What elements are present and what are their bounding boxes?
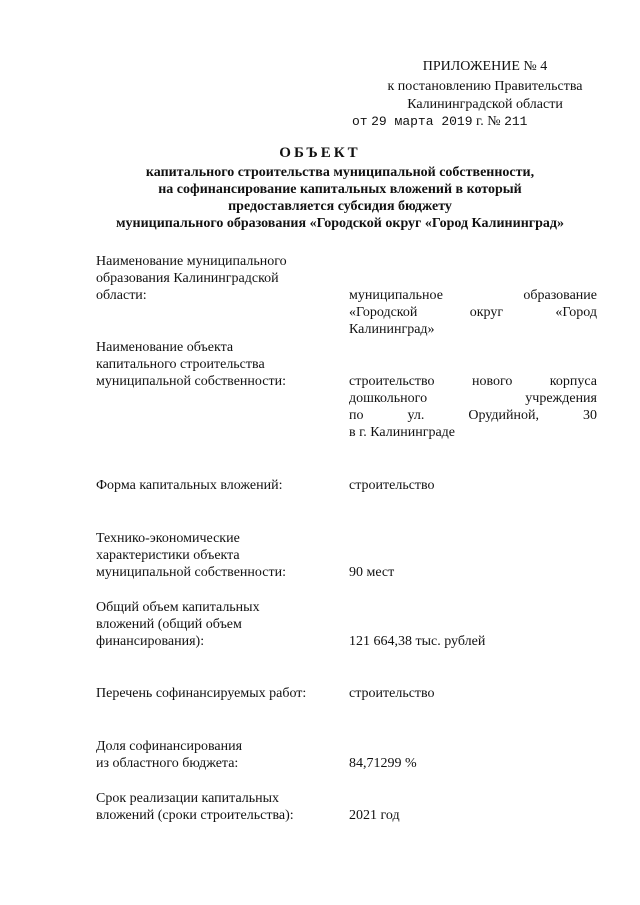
object-name-label (96, 339, 336, 390)
term-label-line: Срок реализации капитальных (96, 791, 280, 806)
cofinancing-share-label (96, 738, 336, 772)
object-name-label-line: Наименование объекта (96, 340, 234, 355)
tech-characteristics-label (96, 530, 336, 581)
volume-label-line: Общий объем капитальных (96, 600, 260, 615)
tech-characteristics-value: 90 мест (349, 565, 395, 580)
municipality-value (349, 287, 597, 338)
document-subtitle-2: на софинансирование капитальных вложений в который (158, 182, 522, 197)
document-subtitle-4: муниципального образования «Городской округ «Город Калининград» (116, 216, 564, 231)
municipality-value-line: муниципальное образование (349, 288, 597, 303)
document-subtitle-3: предоставляется субсидия бюджету (228, 199, 452, 214)
object-name-value-line: в г. Калининграде (349, 425, 456, 440)
appendix-region-line: Калининградской области (407, 97, 563, 112)
tech-label-line: муниципальной собственности: (96, 565, 286, 580)
object-name-value-line: дошкольного учреждения (349, 391, 597, 406)
cofinancing-share-value: 84,71299 % (349, 756, 417, 771)
document-number: 211 (504, 114, 528, 129)
object-name-value-line: строительство нового корпуса (349, 374, 597, 389)
municipality-label-line: образования Калининградской (96, 271, 279, 286)
tech-label-line: Технико-экономические (96, 531, 240, 546)
cofinanced-works-label: Перечень софинансируемых работ: (96, 686, 307, 701)
investment-form-value: строительство (349, 478, 435, 493)
volume-label-line: финансирования): (96, 634, 205, 649)
object-name-value-line: по ул. Орудийной, 30 (349, 408, 597, 423)
object-name-label-line: муниципальной собственности: (96, 374, 286, 389)
total-volume-value: 121 664,38 тыс. рублей (349, 634, 486, 649)
implementation-term-value: 2021 год (349, 808, 400, 823)
date-mid: г. № (476, 114, 501, 129)
appendix-ref-line: к постановлению Правительства (387, 79, 583, 94)
document-title: ОБЪЕКТ (279, 145, 361, 161)
date-value: 29 марта 2019 (371, 114, 473, 129)
municipality-label-line: области: (96, 288, 147, 303)
municipality-label-line: Наименование муниципального (96, 254, 287, 269)
total-volume-label (96, 599, 336, 650)
municipality-value-line: «Городской округ «Город (349, 305, 597, 320)
appendix-date-line (352, 113, 612, 130)
volume-label-line: вложений (общий объем (96, 617, 242, 632)
share-label-line: из областного бюджета: (96, 756, 239, 771)
municipality-label (96, 253, 336, 304)
term-label-line: вложений (сроки строительства): (96, 808, 294, 823)
investment-form-label: Форма капитальных вложений: (96, 478, 283, 493)
object-name-value (349, 373, 597, 441)
appendix-title: ПРИЛОЖЕНИЕ № 4 (422, 59, 548, 74)
tech-label-line: характеристики объекта (96, 548, 240, 563)
document-subtitle-1: капитального строительства муниципальной собственности, (145, 165, 535, 180)
municipality-value-line: Калининград» (349, 322, 435, 337)
object-name-label-line: капитального строительства (96, 357, 265, 372)
implementation-term-label (96, 790, 336, 824)
date-prefix: от (352, 114, 368, 129)
cofinanced-works-value: строительство (349, 686, 435, 701)
share-label-line: Доля софинансирования (96, 739, 243, 754)
